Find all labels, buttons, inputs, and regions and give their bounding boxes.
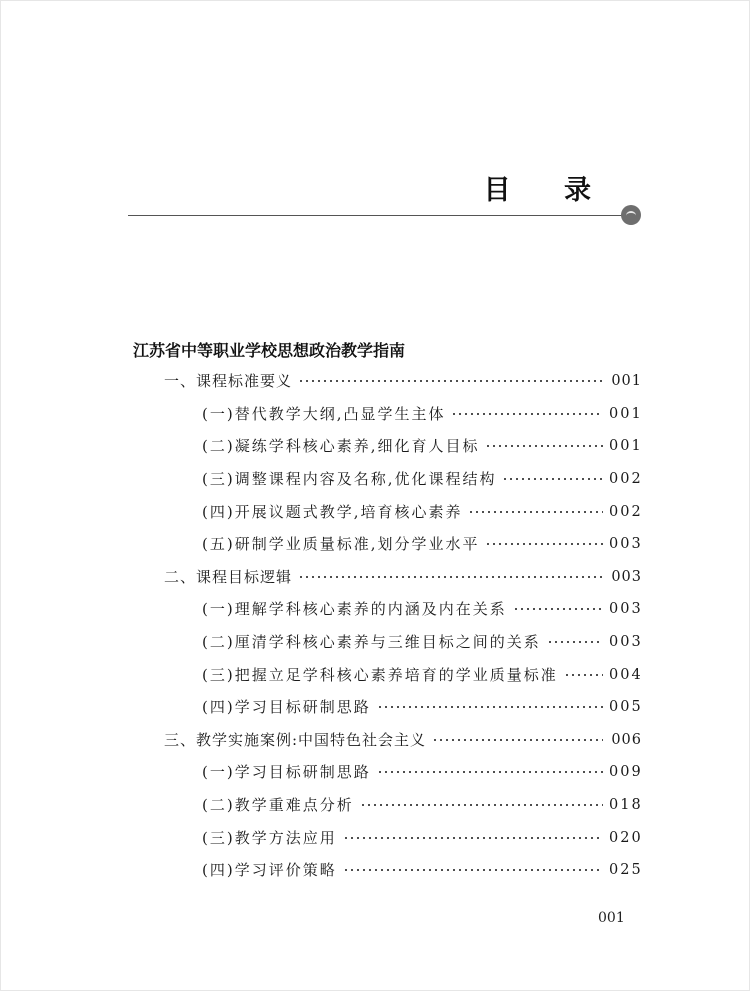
toc-entry[interactable] xyxy=(164,561,642,594)
toc-entry-page: 025 xyxy=(609,862,643,879)
toc-entry-label: 三、教学实施案例:中国特色社会主义 xyxy=(164,730,427,749)
toc-entry-label: (二)教学重难点分析 xyxy=(202,796,354,815)
toc-entry-label: (二)凝练学科核心素养,细化育人目标 xyxy=(202,437,480,456)
toc-entry[interactable] xyxy=(202,528,642,561)
toc-entry[interactable] xyxy=(164,365,642,398)
toc-entry[interactable] xyxy=(202,398,642,431)
toc-entry-label: (一)替代教学大纲,凸显学生主体 xyxy=(202,404,446,423)
toc-entry[interactable] xyxy=(164,724,642,757)
dot-leader xyxy=(513,608,603,610)
toc-entry[interactable] xyxy=(202,854,642,887)
toc-entry-label: (四)学习目标研制思路 xyxy=(202,698,371,717)
toc-entry[interactable] xyxy=(202,626,642,659)
dot-leader xyxy=(377,706,603,708)
toc-entry[interactable] xyxy=(202,821,642,854)
toc-entry-label: 二、课程目标逻辑 xyxy=(164,567,293,586)
toc-entry-page: 003 xyxy=(609,536,643,553)
toc-entry-page: 009 xyxy=(609,764,643,781)
dot-leader xyxy=(360,804,603,806)
toc-entry-page: 001 xyxy=(609,405,643,422)
dot-leader xyxy=(468,511,603,513)
title-rule xyxy=(128,215,623,216)
ornament-icon xyxy=(621,205,641,225)
dot-leader xyxy=(432,739,603,741)
toc-entry[interactable] xyxy=(202,691,642,724)
dot-leader xyxy=(343,869,603,871)
toc-entry[interactable] xyxy=(202,463,642,496)
toc-entry-label: (一)学习目标研制思路 xyxy=(202,763,371,782)
toc-entry-label: (四)学习评价策略 xyxy=(202,861,337,880)
toc-entry-label: (四)开展议题式教学,培育核心素养 xyxy=(202,502,463,521)
toc-entry[interactable] xyxy=(202,430,642,463)
dot-leader xyxy=(451,413,603,415)
toc-entry-page: 003 xyxy=(609,601,643,618)
dot-leader xyxy=(298,380,603,382)
section-title: 江苏省中等职业学校思想政治教学指南 xyxy=(133,341,406,360)
page-title: 目 录 xyxy=(483,175,613,206)
toc-entry-label: 一、课程标准要义 xyxy=(164,372,293,391)
toc-entry-page: 003 xyxy=(611,568,642,585)
toc-entry-page: 018 xyxy=(609,797,643,814)
toc-entry-label: (三)调整课程内容及名称,优化课程结构 xyxy=(202,470,497,489)
toc-entry[interactable] xyxy=(202,789,642,822)
dot-leader xyxy=(377,771,603,773)
toc-entry-label: (五)研制学业质量标准,划分学业水平 xyxy=(202,535,480,554)
toc-entry-page: 005 xyxy=(609,699,643,716)
toc-entry[interactable] xyxy=(202,756,642,789)
dot-leader xyxy=(485,445,603,447)
toc-entry[interactable] xyxy=(202,593,642,626)
table-of-contents xyxy=(0,365,750,887)
page-number: 001 xyxy=(598,910,625,926)
toc-entry-label: (一)理解学科核心素养的内涵及内在关系 xyxy=(202,600,507,619)
toc-entry-page: 002 xyxy=(609,503,643,520)
dot-leader xyxy=(343,837,603,839)
dot-leader xyxy=(564,674,603,676)
toc-entry-label: (三)教学方法应用 xyxy=(202,828,337,847)
toc-entry-label: (二)厘清学科核心素养与三维目标之间的关系 xyxy=(202,633,541,652)
toc-entry[interactable] xyxy=(202,658,642,691)
toc-entry-page: 020 xyxy=(609,829,643,846)
toc-entry-page: 004 xyxy=(609,666,643,683)
toc-entry-page: 006 xyxy=(611,731,642,748)
dot-leader xyxy=(298,576,603,578)
toc-entry-page: 001 xyxy=(611,373,642,390)
toc-entry-page: 002 xyxy=(609,471,643,488)
toc-entry-page: 001 xyxy=(609,438,643,455)
toc-entry-page: 003 xyxy=(609,634,643,651)
dot-leader xyxy=(502,478,603,480)
dot-leader xyxy=(485,543,603,545)
dot-leader xyxy=(547,641,603,643)
toc-entry[interactable] xyxy=(202,495,642,528)
toc-entry-label: (三)把握立足学科核心素养培育的学业质量标准 xyxy=(202,665,558,684)
